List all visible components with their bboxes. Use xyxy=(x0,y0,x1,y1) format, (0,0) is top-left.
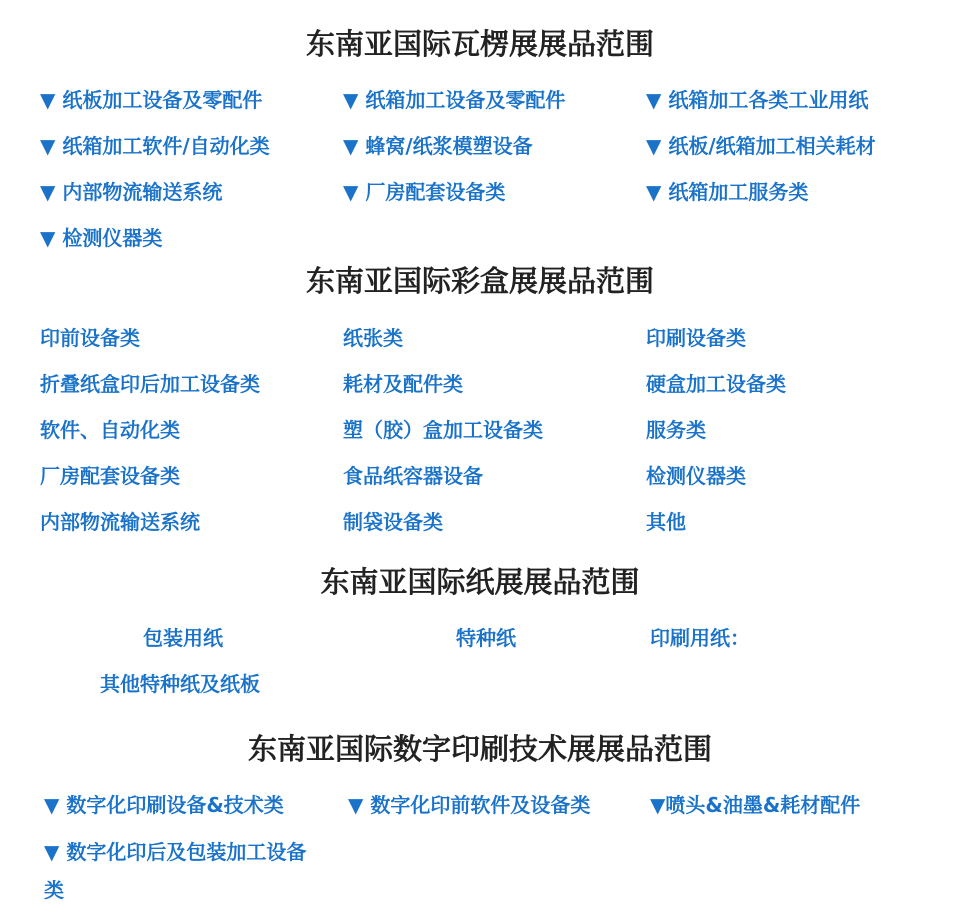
list-item[interactable]: ▼喷头&油墨&耗材配件 xyxy=(650,793,861,817)
list-item[interactable]: 印刷用纸： xyxy=(650,626,750,650)
section-title-corrugated: 东南亚国际瓦楞展展品范围 xyxy=(305,27,654,61)
section-title-digital-printing: 东南亚国际数字印刷技术展展品范围 xyxy=(247,732,712,766)
list-item[interactable]: 检测仪器类 xyxy=(646,464,746,488)
section-title-paper: 东南亚国际纸展展品范围 xyxy=(320,565,640,599)
list-item[interactable]: ▼ 数字化印后及包装加工设备类 xyxy=(44,840,307,902)
list-item[interactable]: 其他 xyxy=(646,510,686,534)
list-item[interactable]: 折叠纸盒印后加工设备类 xyxy=(40,372,260,396)
list-item[interactable]: ▼ 蜂窝/纸浆模塑设备 xyxy=(343,134,533,158)
list-item[interactable]: 内部物流输送系统 xyxy=(40,510,200,534)
list-item[interactable]: ▼ 纸箱加工各类工业用纸 xyxy=(646,88,869,112)
list-item[interactable]: ▼ 纸箱加工服务类 xyxy=(646,180,809,204)
list-item[interactable]: ▼ 厂房配套设备类 xyxy=(343,180,506,204)
list-item[interactable]: 制袋设备类 xyxy=(343,510,443,534)
list-item[interactable]: ▼ 数字化印刷设备&技术类 xyxy=(44,793,284,817)
list-item[interactable]: ▼ 纸箱加工设备及零配件 xyxy=(343,88,566,112)
list-item[interactable]: 厂房配套设备类 xyxy=(40,464,180,488)
list-item[interactable]: 耗材及配件类 xyxy=(343,372,463,396)
list-item[interactable]: ▼ 纸板加工设备及零配件 xyxy=(40,88,263,112)
list-item[interactable]: ▼ 数字化印前软件及设备类 xyxy=(348,793,591,817)
list-item[interactable]: ▼ 纸箱加工软件/自动化类 xyxy=(40,134,270,158)
section-title-color-box: 东南亚国际彩盒展展品范围 xyxy=(305,264,654,298)
list-item[interactable]: ▼ 内部物流输送系统 xyxy=(40,180,223,204)
list-item[interactable]: 印前设备类 xyxy=(40,326,140,350)
list-item[interactable]: 硬盒加工设备类 xyxy=(646,372,786,396)
list-item[interactable]: ▼ 检测仪器类 xyxy=(40,226,163,250)
list-item[interactable]: 其他特种纸及纸板 xyxy=(100,672,260,696)
list-item[interactable]: 软件、自动化类 xyxy=(40,418,180,442)
list-item[interactable]: ▼ 纸板/纸箱加工相关耗材 xyxy=(646,134,876,158)
list-item[interactable]: 包装用纸 xyxy=(143,626,223,650)
list-item[interactable]: 食品纸容器设备 xyxy=(343,464,483,488)
list-item[interactable]: 印刷设备类 xyxy=(646,326,746,350)
list-item[interactable]: 服务类 xyxy=(646,418,706,442)
list-item[interactable]: 特种纸 xyxy=(456,626,516,650)
list-item[interactable]: 塑（胶）盒加工设备类 xyxy=(343,418,543,442)
list-item[interactable]: 纸张类 xyxy=(343,326,403,350)
